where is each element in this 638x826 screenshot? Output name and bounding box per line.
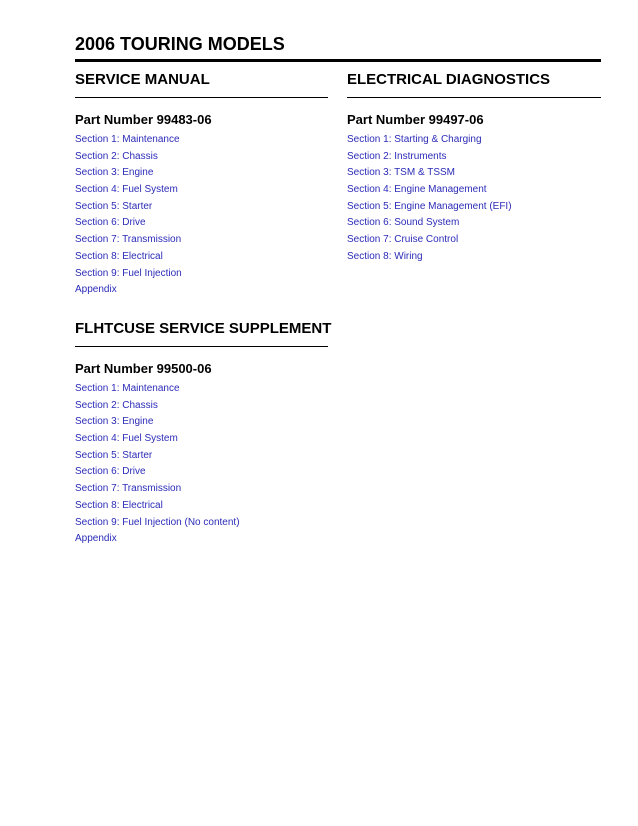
electrical-diagnostics-link[interactable]: Section 8: Wiring — [347, 250, 423, 262]
flhtcuse-supplement-link[interactable]: Section 3: Engine — [75, 416, 154, 428]
flhtcuse-supplement-link[interactable]: Appendix — [75, 533, 117, 545]
flhtcuse-supplement-link-list — [75, 381, 328, 548]
electrical-diagnostics-link[interactable]: Section 3: TSM & TSSM — [347, 167, 456, 179]
electrical-diagnostics-link[interactable]: Section 1: Starting & Charging — [347, 134, 482, 145]
flhtcuse-supplement-link[interactable]: Section 4: Fuel System — [75, 433, 178, 445]
service-manual-part-number: Part Number 99483-06 — [75, 112, 212, 127]
flhtcuse-supplement-section — [75, 320, 332, 548]
service-manual-link[interactable]: Section 7: Transmission — [75, 234, 182, 246]
electrical-diagnostics-link[interactable]: Section 5: Engine Management (EFI) — [347, 200, 512, 212]
electrical-diagnostics-link[interactable]: Section 7: Cruise Control — [347, 234, 459, 246]
service-manual-section — [75, 71, 328, 299]
title-divider — [75, 59, 601, 62]
electrical-diagnostics-part-number: Part Number 99497-06 — [347, 112, 484, 127]
flhtcuse-supplement-heading: FLHTCUSE SERVICE SUPPLEMENT — [75, 320, 332, 337]
electrical-diagnostics-heading: ELECTRICAL DIAGNOSTICS — [347, 71, 551, 88]
service-manual-link-list — [75, 132, 328, 299]
electrical-diagnostics-link[interactable]: Section 4: Engine Management — [347, 184, 487, 196]
flhtcuse-supplement-link[interactable]: Section 7: Transmission — [75, 483, 182, 495]
flhtcuse-supplement-divider — [75, 346, 328, 347]
electrical-diagnostics-link-list — [347, 132, 601, 266]
service-manual-link[interactable]: Section 8: Electrical — [75, 250, 163, 262]
flhtcuse-supplement-link[interactable]: Section 9: Fuel Injection (No content) — [75, 516, 240, 528]
electrical-diagnostics-section — [347, 71, 601, 266]
flhtcuse-supplement-part-number: Part Number 99500-06 — [75, 361, 212, 376]
service-manual-heading: SERVICE MANUAL — [75, 71, 210, 88]
electrical-diagnostics-divider — [347, 97, 601, 98]
service-manual-link[interactable]: Section 5: Starter — [75, 200, 153, 212]
flhtcuse-supplement-link[interactable]: Section 8: Electrical — [75, 499, 163, 511]
flhtcuse-supplement-link[interactable]: Section 5: Starter — [75, 449, 153, 461]
service-manual-link[interactable]: Section 1: Maintenance — [75, 134, 180, 145]
electrical-diagnostics-link[interactable]: Section 6: Sound System — [347, 217, 460, 229]
electrical-diagnostics-link[interactable]: Section 2: Instruments — [347, 150, 447, 162]
service-manual-link[interactable]: Appendix — [75, 284, 117, 296]
service-manual-link[interactable]: Section 9: Fuel Injection — [75, 267, 182, 279]
service-manual-link[interactable]: Section 4: Fuel System — [75, 184, 178, 196]
flhtcuse-supplement-link[interactable]: Section 1: Maintenance — [75, 383, 180, 394]
service-manual-link[interactable]: Section 3: Engine — [75, 167, 154, 179]
page-title: 2006 TOURING MODELS — [75, 34, 285, 54]
flhtcuse-supplement-link[interactable]: Section 2: Chassis — [75, 399, 158, 411]
service-manual-divider — [75, 97, 328, 98]
service-manual-link[interactable]: Section 2: Chassis — [75, 150, 158, 162]
flhtcuse-supplement-link[interactable]: Section 6: Drive — [75, 466, 146, 478]
service-manual-link[interactable]: Section 6: Drive — [75, 217, 146, 229]
